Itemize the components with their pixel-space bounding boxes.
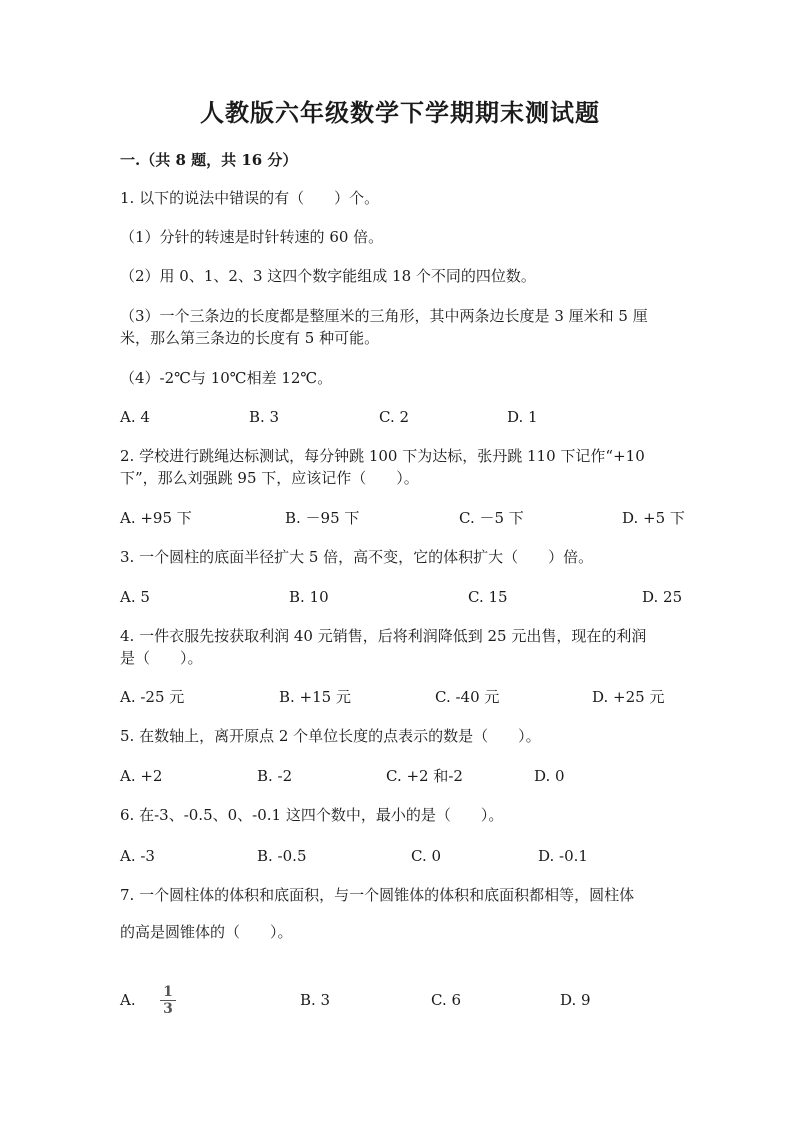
question-1-statement-4: （4）-2℃与 10℃相差 12℃。 — [120, 369, 333, 387]
question-1-statement-3a: （3）一个三条边的长度都是整厘米的三角形，其中两条边长度是 3 厘米和 5 厘 — [120, 307, 648, 325]
option-c[interactable]: C. 15 — [468, 588, 508, 606]
option-c[interactable]: C. +2 和-2 — [386, 767, 463, 785]
question-4-options — [120, 686, 685, 708]
question-1-options — [120, 406, 685, 428]
option-b[interactable]: B. 10 — [289, 588, 329, 606]
option-c[interactable]: C. -40 元 — [435, 688, 500, 706]
option-b[interactable]: B. 3 — [300, 991, 331, 1009]
question-6-options — [120, 845, 685, 867]
question-7-stem-b: 的高是圆锥体的（ ）。 — [120, 923, 293, 941]
question-5-options — [120, 765, 685, 787]
question-6-stem: 6. 在-3、-0.5、0、-0.1 这四个数中，最小的是（ ）。 — [120, 806, 504, 824]
option-a[interactable]: A. +2 — [120, 767, 163, 785]
option-c[interactable]: C. 6 — [431, 991, 462, 1009]
question-3-stem: 3. 一个圆柱的底面半径扩大 5 倍，高不变，它的体积扩大（ ）倍。 — [120, 548, 594, 566]
section-heading: 一.（共 8 题，共 16 分） — [120, 151, 298, 169]
option-b[interactable]: B. -2 — [257, 767, 293, 785]
question-1-statement-3b: 米，那么第三条边的长度有 5 种可能。 — [120, 329, 380, 347]
option-d[interactable]: D. 1 — [507, 408, 538, 426]
option-d[interactable]: D. +5 下 — [622, 509, 685, 527]
option-d[interactable]: D. 25 — [642, 588, 683, 606]
question-2-stem-a: 2. 学校进行跳绳达标测试，每分钟跳 100 下为达标，张丹跳 110 下记作“+10 — [120, 447, 645, 465]
option-a[interactable]: A. -25 元 — [120, 688, 185, 706]
question-2-options — [120, 507, 685, 529]
option-d[interactable]: D. +25 元 — [592, 688, 665, 706]
option-b[interactable]: B. －95 下 — [285, 509, 360, 527]
question-7-stem-a: 7. 一个圆柱体的体积和底面积，与一个圆锥体的体积和底面积都相等，圆柱体 — [120, 886, 635, 904]
page-title: 人教版六年级数学下学期期末测试题 — [200, 98, 600, 127]
fraction-numerator: 1 — [163, 984, 173, 1000]
option-a[interactable]: A. 4 — [120, 408, 150, 426]
question-4-stem-b: 是（ ）。 — [120, 649, 203, 667]
question-1-stem: 1. 以下的说法中错误的有（ ）个。 — [120, 189, 380, 207]
option-a[interactable]: A. +95 下 — [120, 509, 192, 527]
option-d[interactable]: D. 9 — [560, 991, 591, 1009]
option-b[interactable]: B. -0.5 — [257, 847, 307, 865]
question-4-stem-a: 4. 一件衣服先按获取利润 40 元销售，后将利润降低到 25 元出售，现在的利润 — [120, 627, 647, 645]
question-1-statement-2: （2）用 0、1、2、3 这四个数字能组成 18 个不同的四位数。 — [120, 267, 536, 285]
fraction-denominator: 3 — [163, 1001, 173, 1017]
option-a-fraction — [160, 985, 176, 1016]
option-c[interactable]: C. －5 下 — [459, 509, 524, 527]
question-7-options — [120, 989, 685, 1011]
option-a[interactable]: A. 5 — [120, 588, 150, 606]
option-b[interactable]: B. +15 元 — [279, 688, 351, 706]
option-a[interactable]: A. -3 — [120, 847, 155, 865]
option-b[interactable]: B. 3 — [249, 408, 280, 426]
option-c[interactable]: C. 0 — [411, 847, 442, 865]
question-3-options — [120, 586, 685, 608]
question-2-stem-b: 下”，那么刘强跳 95 下，应该记作（ ）。 — [120, 469, 419, 487]
option-c[interactable]: C. 2 — [379, 408, 410, 426]
question-5-stem: 5. 在数轴上，离开原点 2 个单位长度的点表示的数是（ ）。 — [120, 727, 541, 745]
option-d[interactable]: D. 0 — [534, 767, 565, 785]
question-1-statement-1: （1）分针的转速是时针转速的 60 倍。 — [120, 228, 384, 246]
option-a[interactable]: A. — [120, 991, 136, 1009]
option-d[interactable]: D. -0.1 — [538, 847, 588, 865]
